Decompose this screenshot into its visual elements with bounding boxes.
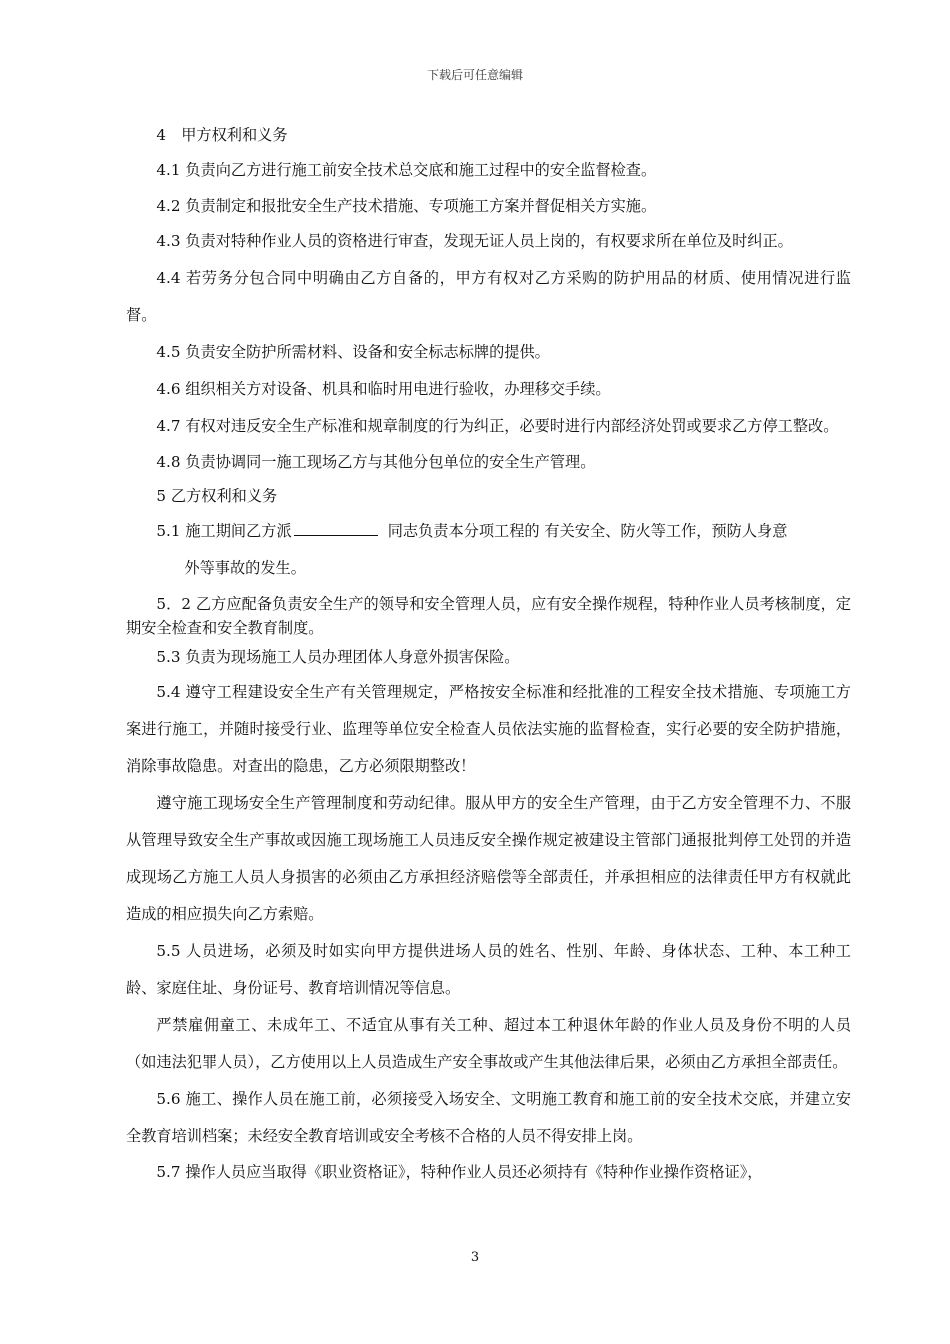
paragraph-5-5: 5.5 人员进场，必须及时如实向甲方提供进场人员的姓名、性别、年龄、身体状态、工种、本工种工龄、家庭住址、身份证号、教育培训情况等信息。 xyxy=(126,942,851,997)
paragraph-5-6: 5.6 施工、操作人员在施工前，必须接受入场安全、文明施工教育和施工前的安全技术交底，并建立安全教育培训档案；未经安全教育培训或安全考核不合格的人员不得安排上岗。 xyxy=(126,1090,851,1145)
paragraph-4-6: 4.6 组织相关方对设备、机具和临时用电进行验收，办理移交手续。 xyxy=(156,380,611,398)
document-body xyxy=(126,118,851,1189)
paragraph-5-1-continued: 外等事故的发生。 xyxy=(184,559,306,577)
paragraph-5-1 xyxy=(126,513,851,550)
paragraph-site-rules: 遵守施工现场安全生产管理制度和劳动纪律。服从甲方的安全生产管理，由于乙方安全管理不力、不服从管理导致安全生产事故或因施工现场施工人员违反安全操作规定被建设主管部门通报批判停工处罚的并造成现场乙方施工人员人身损害的必须由乙方承担经济赔偿等全部责任，并承担相应的法律责任甲方有权就此造成的相应损失向乙方索赔。 xyxy=(126,794,851,923)
page-number: 3 xyxy=(470,1250,480,1265)
paragraph-5-1-end: 同志负责本分项工程的 有关安全、防火等工作，预防人身意 xyxy=(387,522,788,540)
paragraph-4-4: 4.4 若劳务分包合同中明确由乙方自备的，甲方有权对乙方采购的防护用品的材质、使用情况进行监督。 xyxy=(126,269,851,324)
paragraph-4-2: 4.2 负责制定和报批安全生产技术措施、专项施工方案并督促相关方实施。 xyxy=(156,197,657,215)
paragraph-4-8: 4.8 负责协调同一施工现场乙方与其他分包单位的安全生产管理。 xyxy=(156,453,596,471)
paragraph-4-1: 4.1 负责向乙方进行施工前安全技术总交底和施工过程中的安全监督检查。 xyxy=(156,161,657,179)
paragraph-4-7: 4.7 有权对违反安全生产标准和规章制度的行为纠正，必要时进行内部经济处罚或要求乙方停工整改。 xyxy=(156,417,839,435)
section-heading-4: 4 甲方权利和义务 xyxy=(156,126,288,144)
paragraph-5-3: 5.3 负责为现场施工人员办理团体人身意外损害保险。 xyxy=(156,648,520,666)
page-header: 下载后可任意编辑 xyxy=(426,68,523,82)
paragraph-prohibited-workers: 严禁雇佣童工、未成年工、不适宜从事有关工种、超过本工种退休年龄的作业人员及身份不明的人员（如违法犯罪人员），乙方使用以上人员造成生产安全事故或产生其他法律后果，必须由乙方承担全部责任。 xyxy=(126,1016,851,1071)
section-heading-5: 5 乙方权利和义务 xyxy=(156,487,278,505)
paragraph-4-5: 4.5 负责安全防护所需材料、设备和安全标志标牌的提供。 xyxy=(156,343,550,361)
paragraph-5-4: 5.4 遵守工程建设安全生产有关管理规定，严格按安全标准和经批准的工程安全技术措施、专项施工方案进行施工，并随时接受行业、监理等单位安全检查人员依法实施的监督检查，实行必要的安全防护措施，消除事故隐患。对查出的隐患，乙方必须限期整改！ xyxy=(126,683,851,775)
paragraph-4-3: 4.3 负责对特种作业人员的资格进行审查，发现无证人员上岗的，有权要求所在单位及时纠正。 xyxy=(156,232,793,250)
paragraph-5-7: 5.7 操作人员应当取得《职业资格证》，特种作业人员还必须持有《特种作业操作资格证》， xyxy=(156,1163,763,1181)
paragraph-5-1-start: 5.1 施工期间乙方派 xyxy=(156,522,292,540)
paragraph-5-2: 5．2 乙方应配备负责安全生产的领导和安全管理人员，应有安全操作规程，特种作业人员考核制度，定期安全检查和安全教育制度。 xyxy=(126,595,851,637)
name-blank-field xyxy=(294,521,378,536)
